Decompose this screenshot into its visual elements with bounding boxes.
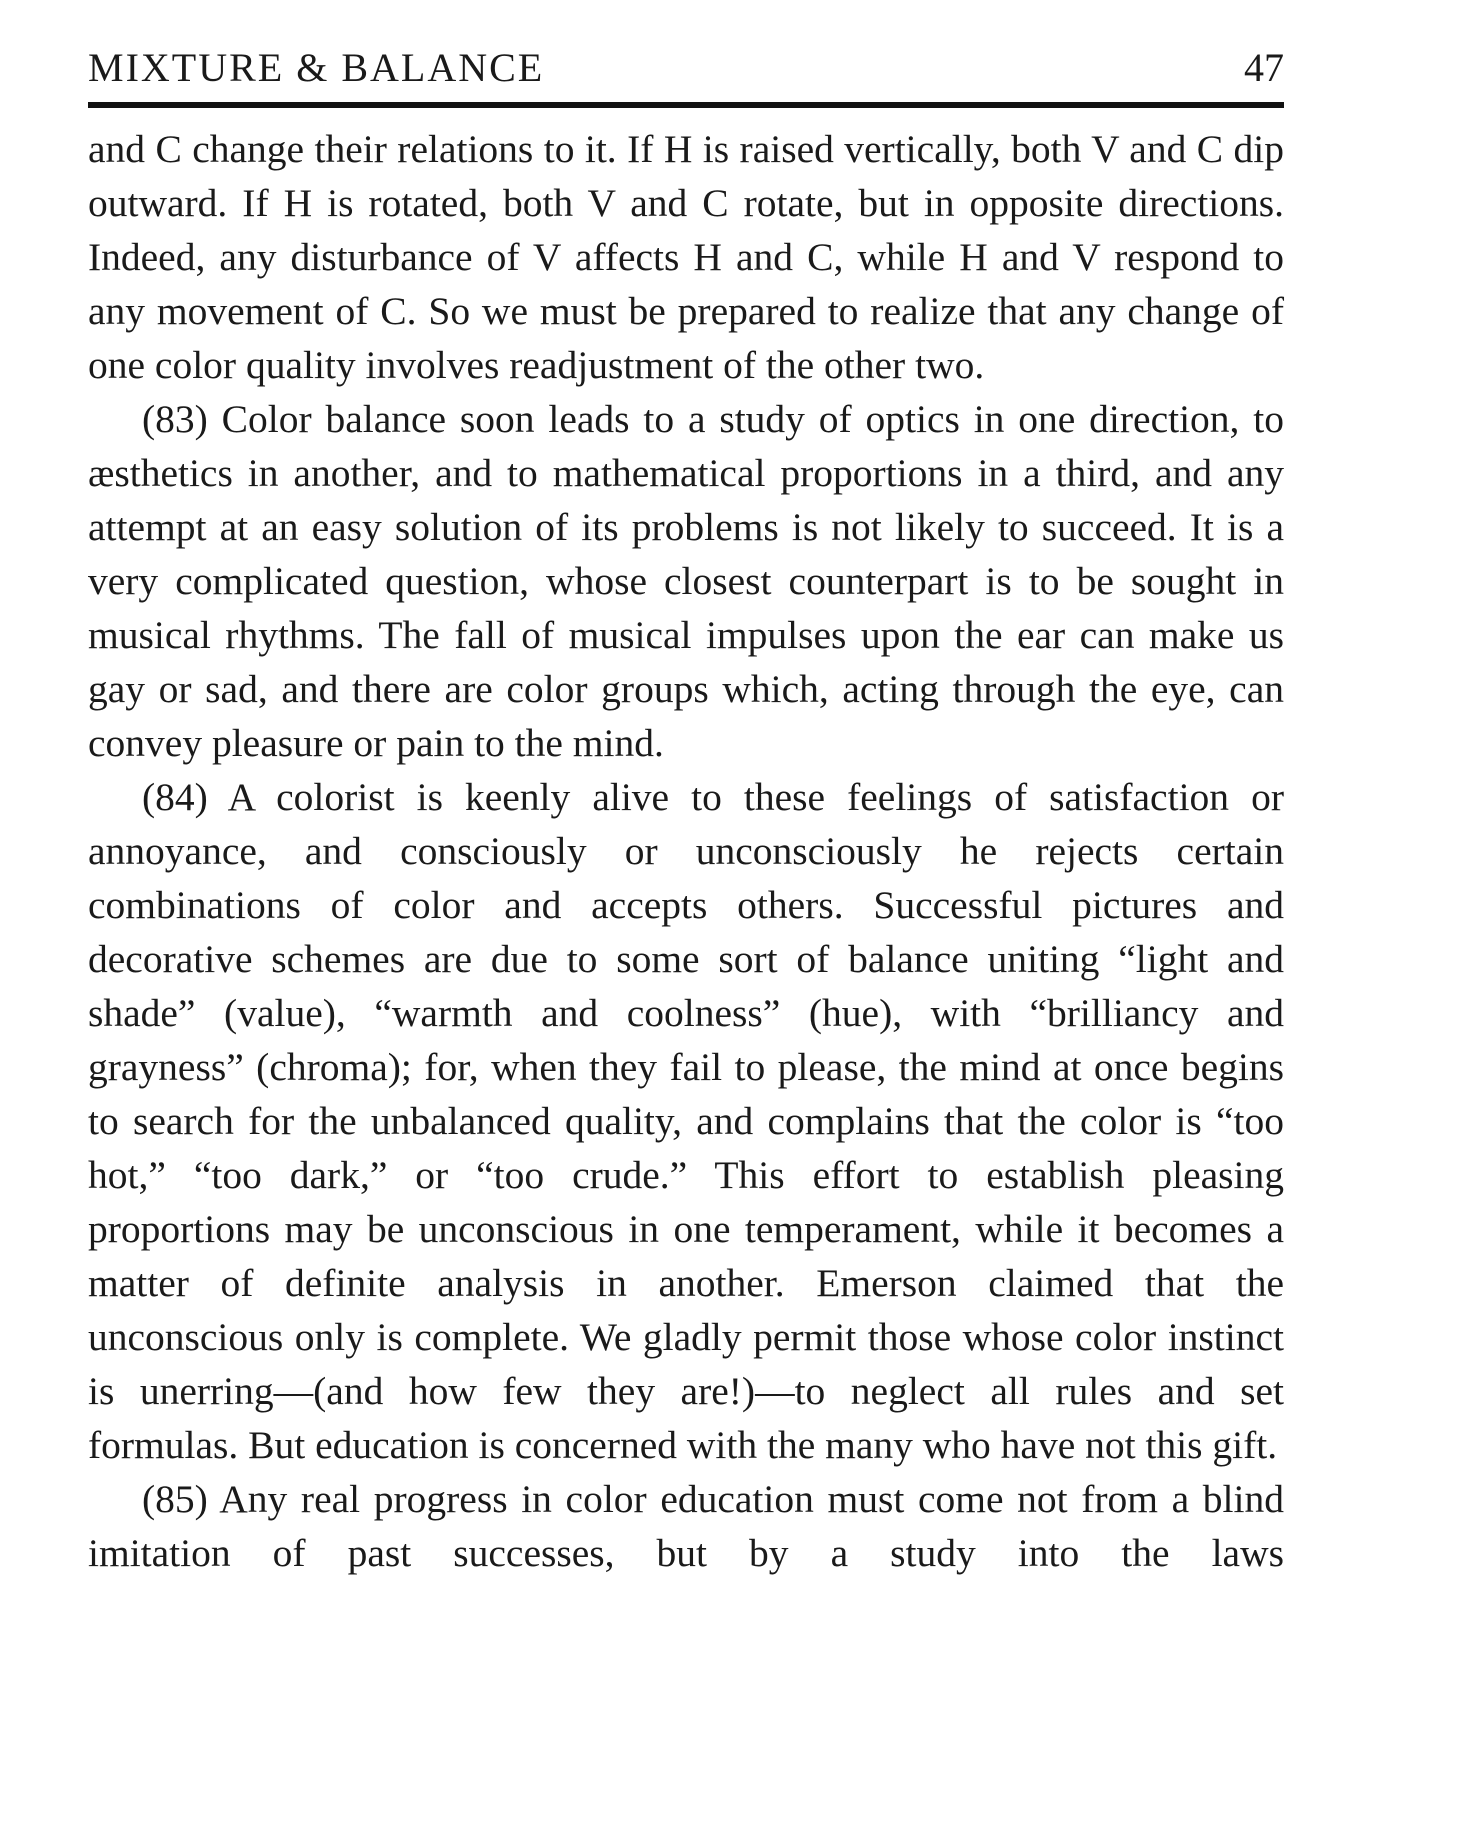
paragraph-85: (85) Any real progress in color education must come not from a blind imitation of past successes, but by a study into the laws [88, 1477, 1284, 1575]
running-title: MIXTURE & BALANCE [88, 45, 545, 90]
page-header [88, 40, 1284, 108]
book-page [88, 40, 1284, 1580]
page-number: 47 [1244, 45, 1284, 90]
paragraph-continued: and C change their relations to it. If H is raised vertically, both V and C dip outward. If H is rotated, both V and C rotate, but in opposite directions. Indeed, any disturbance of V affects H and C, while H and V respond to any movement of C. So we must be prepared to realize that any change of one color quality involves readjustment of the other two. [88, 127, 1284, 387]
body-text [88, 122, 1284, 1580]
paragraph-84: (84) A colorist is keenly alive to these feelings of satisfaction or annoyance, and consciously or unconsciously he rejects certain combinations of color and accepts others. Successful pictures and decorative schemes are due to some sort of balance uniting “light and shade” (value), “warmth and coolness” (hue), with “brilliancy and grayness” (chroma); for, when they fail to please, the mind at once begins to search for the unbalanced quality, and complains that the color is “too hot,” “too dark,” or “too crude.” This effort to establish pleasing proportions may be unconscious in one temperament, while it becomes a matter of definite analysis in another. Emerson claimed that the unconscious only is complete. We gladly permit those whose color instinct is unerring—(and how few they are!)—to neglect all rules and set formulas. But education is concerned with the many who have not this gift. [88, 775, 1284, 1467]
paragraph-83: (83) Color balance soon leads to a study of optics in one direction, to æsthetics in another, and to mathematical proportions in a third, and any attempt at an easy solution of its problems is not likely to succeed. It is a very complicated question, whose closest counterpart is to be sought in musical rhythms. The fall of musical impulses upon the ear can make us gay or sad, and there are color groups which, acting through the eye, can convey pleasure or pain to the mind. [88, 397, 1284, 765]
